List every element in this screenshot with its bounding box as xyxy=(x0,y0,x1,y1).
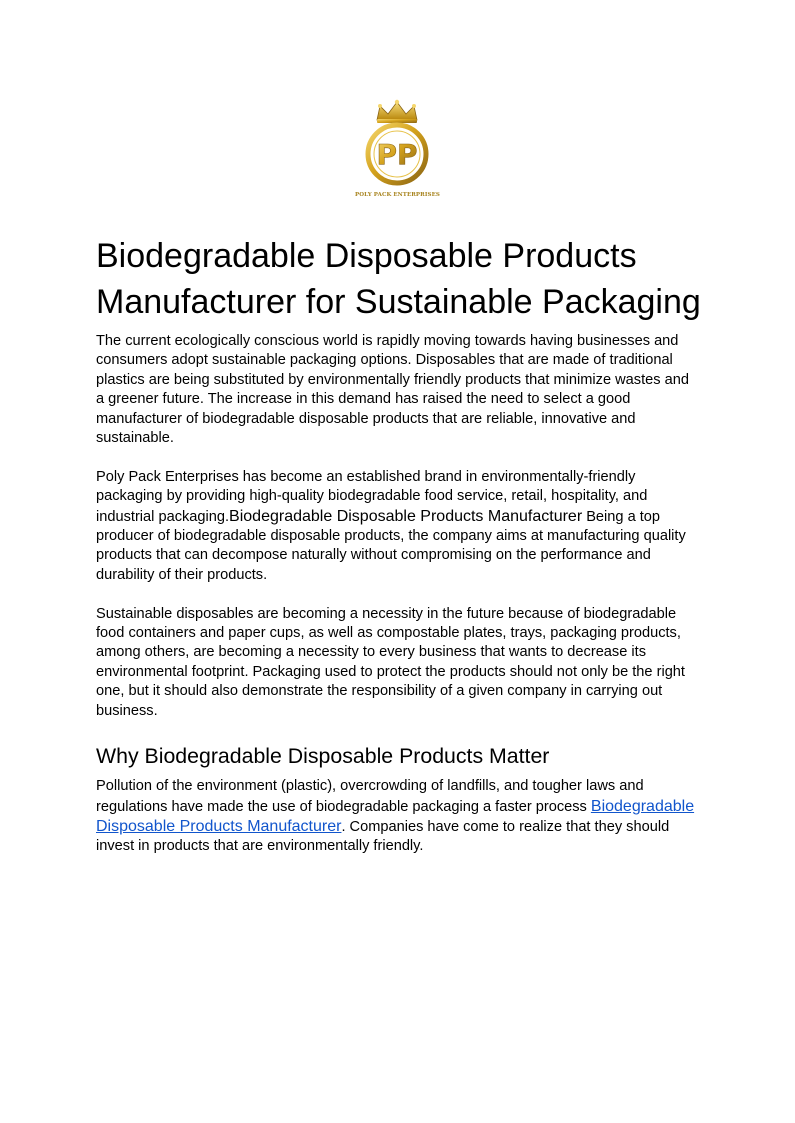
section-heading: Why Biodegradable Disposable Products Matter xyxy=(96,744,550,769)
svg-text:PP: PP xyxy=(376,138,418,171)
inline-keyword: Biodegradable Disposable Products Manufacturer xyxy=(229,507,583,525)
section-paragraph-text-end: . Companies have come to realize that they should invest in products that are environmentally friendly. xyxy=(96,818,670,855)
sustainability-paragraph: Sustainable disposables are becoming a necessity in the future because of biodegradable food containers and paper cups, as well as compostable plates, trays, packaging products, among others, are becoming a necessity to every business that wants to decrease its environmental footprint. Packaging used to protect the products should not only be the right one, but it should also demonstrate the responsibility of a given company in carrying out business. xyxy=(96,605,685,719)
company-paragraph-text-end: Being a top producer of biodegradable disposable products, the company aims at manufacturing quality products that can decompose naturally without compromising on the performance and durability of their products. xyxy=(96,508,686,583)
document-body xyxy=(96,233,701,857)
section-paragraph-text: Pollution of the environment (plastic), overcrowding of landfills, and tougher laws and regulations have made the use of biodegradable packaging a faster process xyxy=(96,778,644,815)
logo-caption: POLY PACK ENTERPRISES xyxy=(355,192,440,198)
company-paragraph xyxy=(96,468,701,585)
page-title: Biodegradable Disposable Products Manufacturer for Sustainable Packaging xyxy=(96,237,701,321)
intro-paragraph: The current ecologically conscious world is rapidly moving towards having businesses and consumers adopt sustainable packaging options. Disposables that are made of traditional plastics are being substituted by environmentally friendly products that minimize wastes and a greener future. The increase in this demand has raised the need to select a good manufacturer of biodegradable disposable products that are reliable, innovative and sustainable. xyxy=(96,333,689,447)
section-paragraph xyxy=(96,777,701,857)
company-paragraph-text: Poly Pack Enterprises has become an established brand in environmentally-friendly packaging by providing high-quality biodegradable food service, retail, hospitality, and industrial packaging. xyxy=(96,468,648,525)
manufacturer-link[interactable]: Biodegradable Disposable Products Manufacturer xyxy=(96,797,695,835)
company-logo xyxy=(355,98,439,202)
crown-pp-logo-icon xyxy=(355,98,439,190)
